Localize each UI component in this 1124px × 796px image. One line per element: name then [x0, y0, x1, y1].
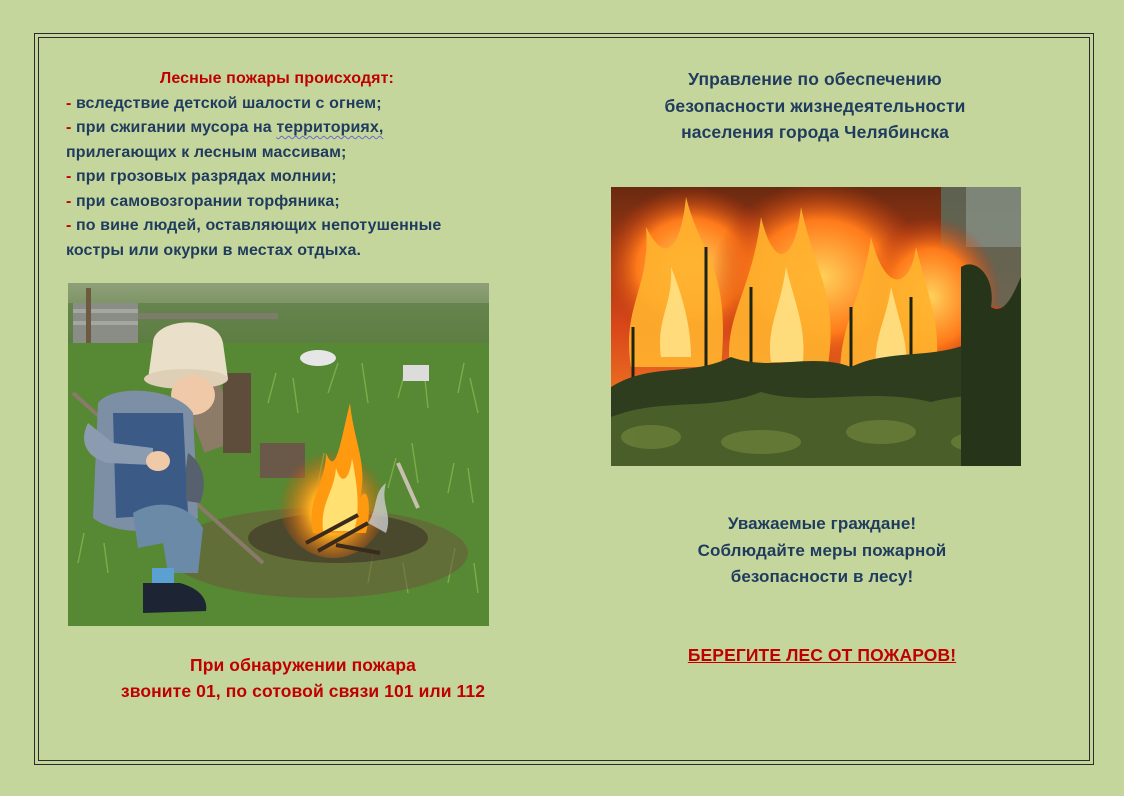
fire-cause-item — [66, 165, 536, 190]
appeal-to-citizens — [612, 511, 1032, 591]
fire-cause-item — [66, 116, 536, 141]
fire-cause-text: - вследствие детской шалости с огнем; — [66, 94, 382, 112]
forest-fire-photo — [611, 187, 1021, 466]
emergency-call-info — [68, 652, 538, 704]
fire-cause-text: костры или окурки в местах отдыха. — [66, 241, 362, 259]
fire-cause-text: - по вине людей, оставляющих непотушенные — [66, 217, 442, 234]
appeal-line: безопасности в лесу! — [730, 567, 914, 586]
fire-cause-text: прилегающих к лесным массивам; — [66, 143, 347, 161]
organization-name — [612, 66, 1018, 146]
fire-cause-text: - при самовозгорании торфяника; — [66, 192, 340, 210]
fire-cause-item — [66, 214, 536, 239]
fire-cause-item — [66, 141, 536, 166]
fire-cause-text: - при сжигании мусора на территориях, — [66, 119, 384, 136]
emergency-numbers-line: звоните 01, по сотовой связи 101 или 112 — [120, 681, 486, 701]
protect-forest-slogan: БЕРЕГИТЕ ЛЕС ОТ ПОЖАРОВ! — [687, 645, 957, 665]
child-campfire-photo — [68, 283, 489, 626]
organization-line: населения города Челябинска — [681, 122, 949, 142]
fire-cause-text: - при грозовых разрядах молнии; — [66, 168, 337, 185]
organization-line: Управление по обеспечению — [688, 69, 942, 89]
fire-causes-block — [66, 67, 536, 263]
fire-causes-heading: Лесные пожары происходят: — [160, 70, 394, 87]
emergency-call-line: При обнаружении пожара — [190, 655, 416, 675]
appeal-line: Соблюдайте меры пожарной — [697, 540, 947, 560]
appeal-line: Уважаемые граждане! — [727, 514, 917, 533]
fire-cause-item — [66, 92, 536, 117]
organization-line: безопасности жизнедеятельности — [664, 95, 966, 116]
fire-cause-item — [66, 239, 536, 264]
fire-cause-item — [66, 190, 536, 215]
